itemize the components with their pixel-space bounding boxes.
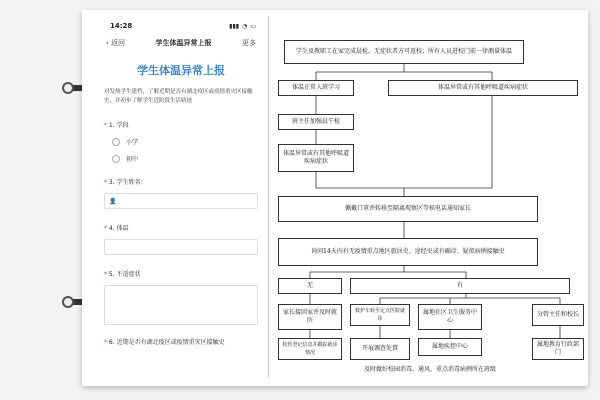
question-num: 5. [108, 271, 115, 278]
flow-community-box: 属地社区卫生服务中心 [418, 304, 482, 330]
flow-ask-box: 询问14天内有无疫情重点地区旅居史、途经史或有确诊、疑似病例接触史 [278, 238, 538, 266]
question-text: 学段 [116, 122, 129, 129]
status-bar [96, 16, 266, 30]
flow-abnormal-box: 体温异常或有其他呼吸道疾病症状 [388, 80, 578, 96]
flow-teacher-abnormal-box: 体温异常或有其他呼吸道疾病症状 [278, 144, 354, 172]
flow-record-box: 校医登记信息并跟踪就诊情况 [278, 338, 342, 360]
question-5-label [104, 269, 258, 278]
status-time: 14:28 [110, 22, 133, 30]
question-text: 体温 [116, 225, 129, 232]
required-mark: * [104, 179, 107, 186]
symptoms-textarea[interactable] [104, 285, 258, 325]
flow-footer-note: 及时做好校园消毒、通风，重点消毒病例所在班级 [363, 366, 496, 373]
required-mark: * [104, 339, 107, 346]
question-6-label [104, 337, 258, 346]
question-3-label [104, 177, 258, 186]
question-1-label [104, 120, 258, 129]
flow-ambulance-box: 救护车转至定点医院就诊 [350, 304, 410, 326]
question-text: 近期是否有湖北疫区或疫情重灾区接触史 [116, 339, 225, 346]
flow-parent-box: 家长接回家并及时就医 [278, 304, 342, 330]
question-num: 6. [108, 339, 115, 346]
flow-investigate-box: 开展调查处置 [350, 338, 410, 360]
form-title: 学生体温异常上报 [137, 64, 225, 77]
back-button[interactable] [106, 38, 125, 48]
question-num: 4. [108, 225, 115, 232]
flow-principal-box: 分管主任和校长 [532, 304, 584, 326]
wifi-icon: ◔ [242, 22, 248, 30]
back-label: 返回 [111, 39, 126, 47]
battery-icon: ▭ [250, 22, 256, 30]
flow-top-box: 学生及教职工在家完成晨检，无症状者方可返校；所有人员进校门前一律测量体温 [284, 40, 524, 64]
radio-icon[interactable] [112, 155, 120, 163]
option-junior[interactable] [112, 154, 266, 163]
flow-yes-box: 有 [350, 278, 570, 294]
more-button[interactable]: 更多 [242, 39, 256, 47]
nav-title: 学生体温异常上报 [155, 39, 212, 47]
required-mark: * [104, 225, 107, 232]
signal-icon: ▮▮▮ [229, 22, 240, 30]
question-text: 不适症状 [116, 271, 141, 278]
person-icon: 👤 [109, 197, 117, 205]
radio-icon[interactable] [112, 138, 120, 146]
flowchart [270, 16, 586, 378]
question-4-label [104, 223, 258, 232]
status-icons [229, 23, 256, 30]
required-mark: * [104, 271, 107, 278]
flow-isolate-box: 佩戴口罩并转移至隔离观察区等候电话通知家长 [278, 196, 538, 222]
temperature-input[interactable] [104, 239, 258, 255]
flow-teacher-box: 班主任加强晨午检 [278, 114, 354, 130]
question-text: 学生姓名： [116, 179, 147, 186]
option-label: 小学 [126, 139, 139, 146]
question-num: 3. [108, 179, 115, 186]
student-name-input[interactable] [104, 193, 258, 209]
flow-edu-box: 属地教育行政部门 [532, 338, 584, 360]
form-description: 对发热学生建档，了解近期是否有湖北疫区或疫情重灾区接触史，并初步了解学生近阶段生活轨迹 [104, 89, 253, 104]
option-label: 初中 [126, 156, 139, 163]
flow-normal-box: 体温正常入班学习 [278, 80, 354, 96]
required-mark: * [104, 122, 107, 129]
nav-bar [96, 30, 266, 48]
question-num: 1. [108, 122, 115, 129]
flow-no-box: 无 [278, 278, 342, 294]
option-primary[interactable] [112, 137, 266, 146]
page-divider [268, 16, 269, 378]
flow-cdc-box: 属地疾控中心 [418, 338, 482, 356]
phone-screenshot [96, 16, 266, 378]
chevron-left-icon: ‹ [106, 39, 112, 47]
